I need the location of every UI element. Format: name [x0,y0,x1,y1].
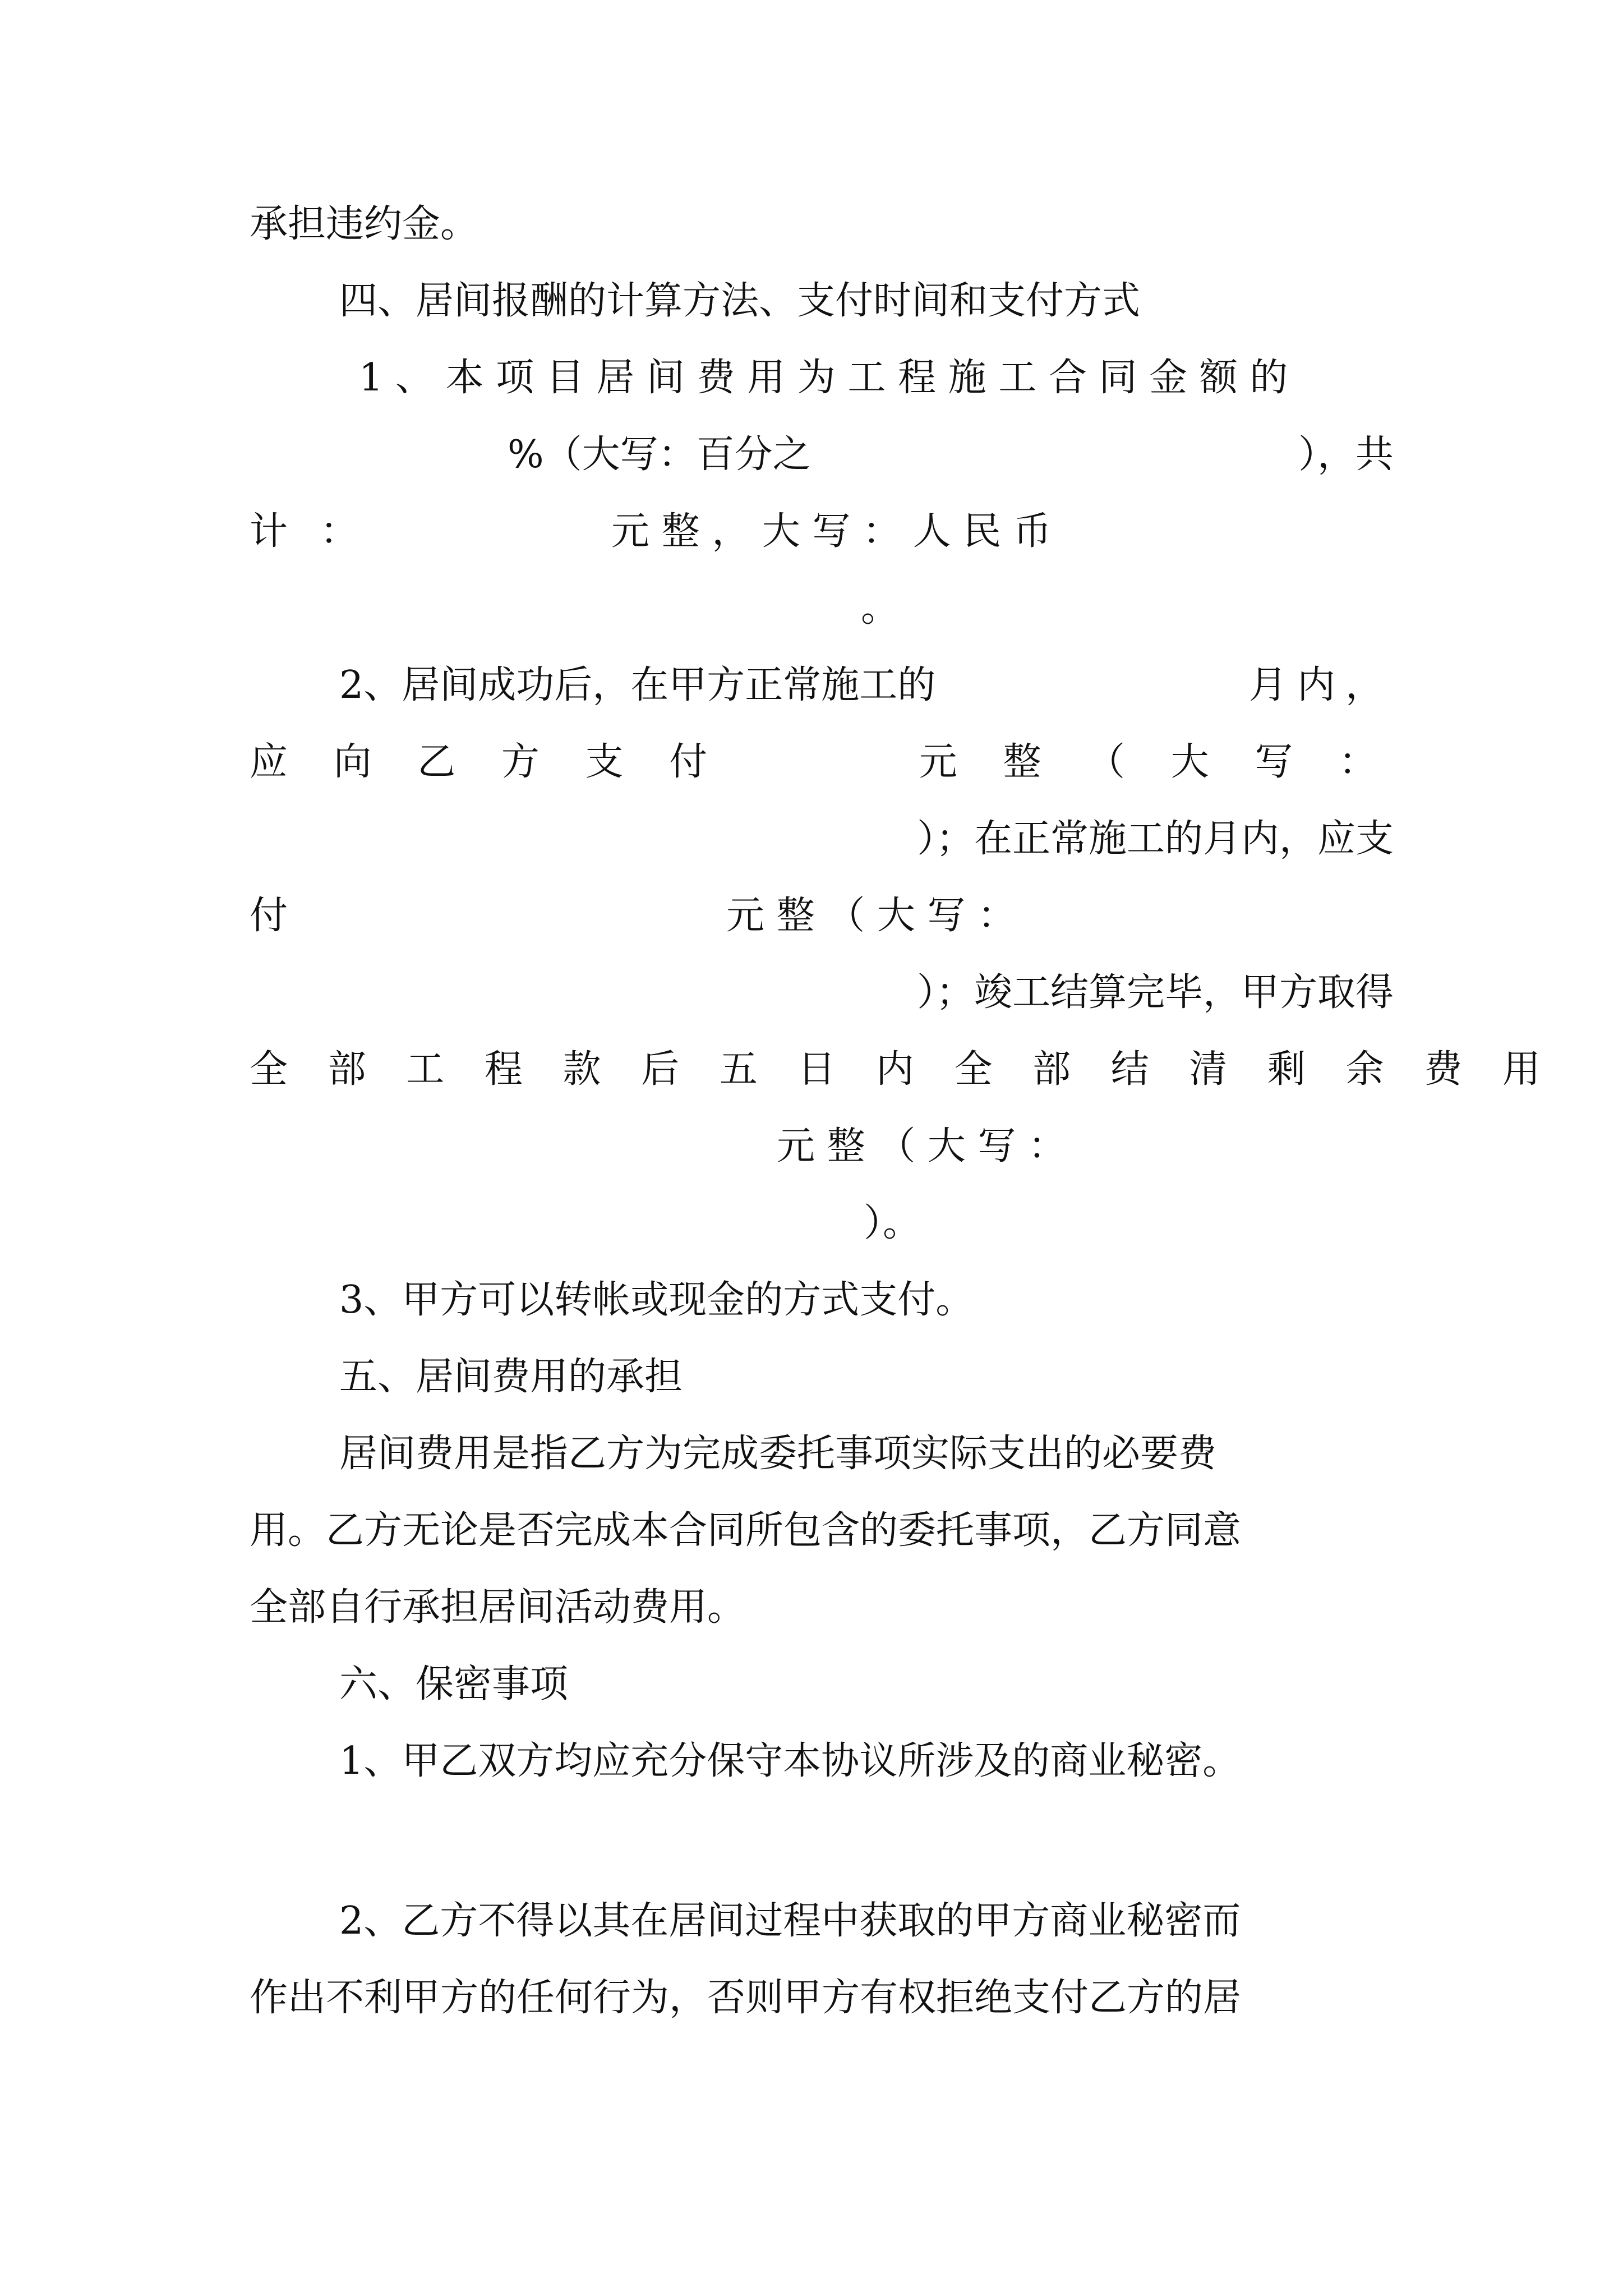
clause-4-1-line-2 [250,424,1394,486]
clause-4-2-line-7 [250,1116,1394,1177]
pay-party-b-label: 应 向 乙 方 支 付 [250,740,725,784]
period-mark: 。 [861,586,900,631]
clause-4-3: 3、甲方可以转帐或现金的方式支付。 [339,1278,974,1322]
percent-label: %（大写：百分之 [508,432,811,477]
clause-6-2-line-2: 作出不利甲方的任何行为，否则甲方有权拒绝支付乙方的居 [250,1976,1242,2020]
months-label: 月内， [1248,663,1394,707]
section-heading-5: 五、居间费用的承担 [339,1355,683,1399]
clause-6-1: 1、甲乙双方均应充分保守本协议所涉及的商业秘密。 [339,1739,1241,1783]
rmb-uppercase-label: 元 整 ， 大 写 ： 人 民 币 [611,509,1052,554]
clause-4-2-line-2 [250,731,1394,793]
completion-settlement-label: ）；竣工结算完毕，甲方取得 [916,970,1394,1015]
clause-4-1-line-4 [250,578,1394,639]
pay-label: 付 [250,894,288,938]
total-amount-label: 计 ： [250,509,368,554]
total-label: ），共 [1298,432,1394,477]
clause-4-2-line-4 [250,885,1394,947]
section-5-line-3: 全部自行承担居间活动费用。 [250,1585,746,1630]
clause-4-2-line-5 [250,962,1394,1024]
closing-paren-mark: ）。 [864,1201,921,1245]
clause-4-2-line-3 [250,808,1394,870]
section-5-line-2: 用。乙方无论是否完成本合同所包含的委托事项，乙方同意 [250,1508,1242,1553]
normal-construction-label: ）；在正常施工的月内，应支 [916,817,1394,861]
clause-4-1-line-3 [250,501,1394,563]
payment-timing-label: 2、居间成功后，在甲方正常施工的 [339,663,936,707]
text-line-1: 承担违约金。 [250,202,479,246]
amount-uppercase-label-3: 元 整 （ 大 写 ： [777,1124,1067,1168]
clause-4-1-line-1: 1 、 本 项 目 居 间 费 用 为 工 程 施 工 合 同 金 额 的 [359,356,1288,400]
clause-4-2-line-1 [250,655,1394,716]
section-5-line-1: 居间费用是指乙方为完成委托事项实际支出的必要费 [339,1432,1217,1476]
clause-4-2-line-8 [250,1193,1394,1254]
clause-6-2-line-1: 2、乙方不得以其在居间过程中获取的甲方商业秘密而 [339,1899,1241,1943]
amount-uppercase-label-1: 元 整 （ 大 写 ： [919,740,1394,784]
clause-4-2-line-6: 全 部 工 程 款 后 五 日 内 全 部 结 清 剩 余 费 用 [250,1047,1555,1092]
section-heading-4: 四、居间报酬的计算方法、支付时间和支付方式 [339,279,1141,323]
section-heading-6: 六、保密事项 [339,1662,569,1706]
amount-uppercase-label-2: 元 整 （ 大 写 ： [726,894,1016,938]
